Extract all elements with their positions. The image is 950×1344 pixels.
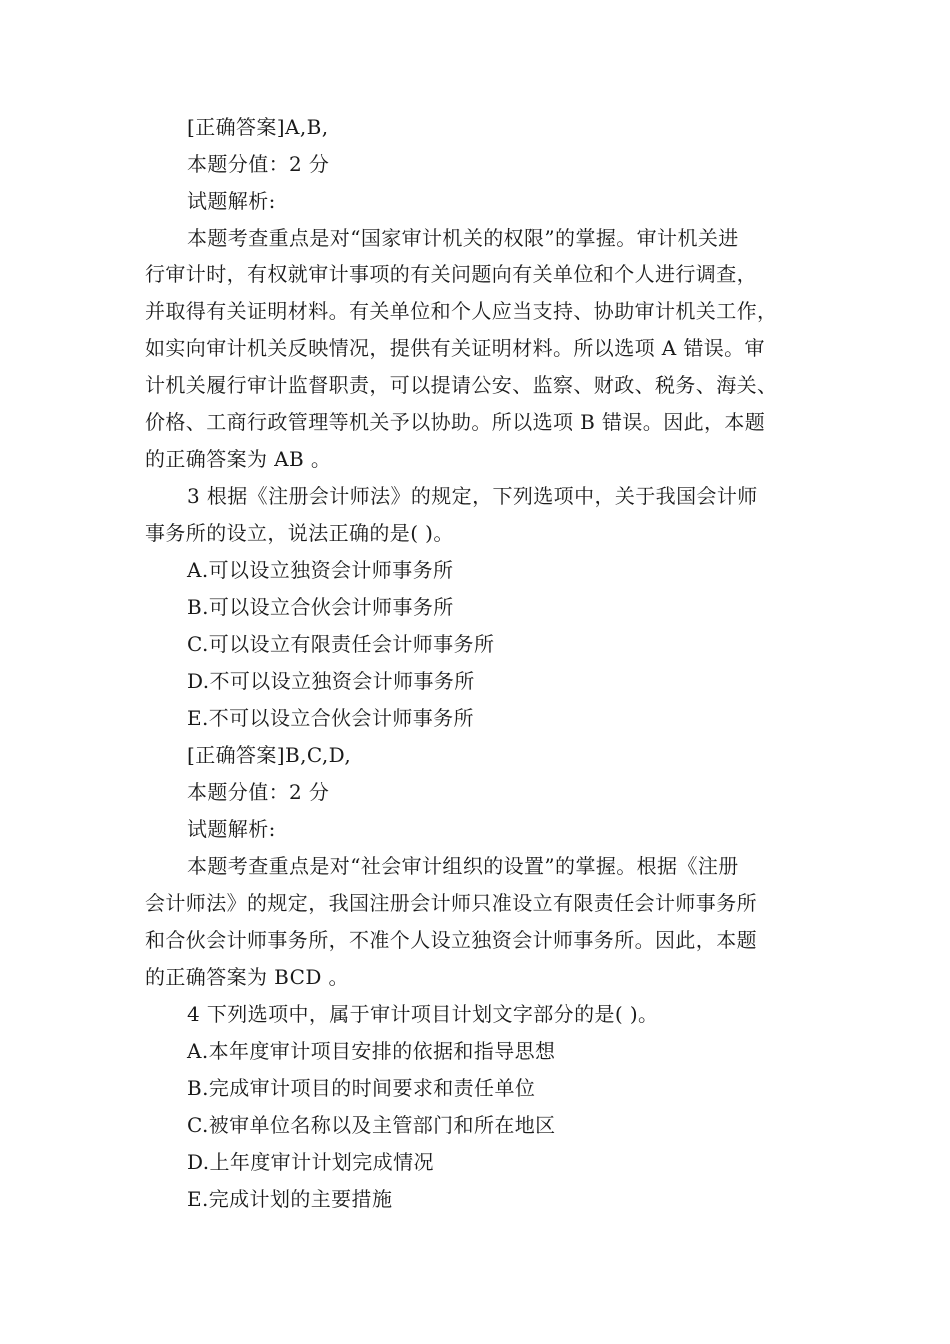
question-4-stem: 4 下列选项中，属于审计项目计划文字部分的是( )。 [187,1002,659,1026]
score-line-q2: 本题分值：2 分 [187,152,330,176]
question-4-option-e: E.完成计划的主要措施 [187,1187,393,1211]
analysis-text-q3: 会计师法》的规定，我国注册会计师只准设立有限责任会计师事务所 [145,891,757,915]
analysis-heading-q2: 试题解析: [187,189,276,213]
answer-line-q2: [正确答案]A,B, [187,115,329,139]
analysis-text-q2: 如实向审计机关反映情况，提供有关证明材料。所以选项 A 错误。审 [145,336,765,360]
analysis-text-q2: 行审计时，有权就审计事项的有关问题向有关单位和个人进行调查， [145,262,757,286]
question-3-option-d: D.不可以设立独资会计师事务所 [187,669,475,693]
question-3-stem: 事务所的设立，说法正确的是( )。 [145,521,454,545]
analysis-text-q3: 本题考查重点是对“社会审计组织的设置”的掌握。根据《注册 [187,854,739,878]
analysis-text-q2: 本题考查重点是对“国家审计机关的权限”的掌握。审计机关进 [187,226,739,250]
question-4-option-c: C.被审单位名称以及主管部门和所在地区 [187,1113,556,1137]
question-4-option-b: B.完成审计项目的时间要求和责任单位 [187,1076,536,1100]
question-3-option-a: A.可以设立独资会计师事务所 [187,558,454,582]
score-line-q3: 本题分值：2 分 [187,780,330,804]
analysis-text-q2: 计机关履行审计监督职责，可以提请公安、监察、财政、税务、海关、 [145,373,778,397]
analysis-text-q2: 价格、工商行政管理等机关予以协助。所以选项 B 错误。因此，本题 [145,410,766,434]
question-3-option-e: E.不可以设立合伙会计师事务所 [187,706,474,730]
question-4-option-d: D.上年度审计计划完成情况 [187,1150,434,1174]
analysis-text-q3: 和合伙会计师事务所，不准个人设立独资会计师事务所。因此，本题 [145,928,757,952]
question-3-option-c: C.可以设立有限责任会计师事务所 [187,632,495,656]
analysis-heading-q3: 试题解析: [187,817,276,841]
analysis-text-q2: 的正确答案为 AB 。 [145,447,332,471]
question-4-option-a: A.本年度审计项目安排的依据和指导思想 [187,1039,556,1063]
answer-line-q3: [正确答案]B,C,D, [187,743,352,767]
analysis-text-q2: 并取得有关证明材料。有关单位和个人应当支持、协助审计机关工作， [145,299,778,323]
question-3-stem: 3 根据《注册会计师法》的规定，下列选项中，关于我国会计师 [187,484,758,508]
analysis-text-q3: 的正确答案为 BCD 。 [145,965,349,989]
question-3-option-b: B.可以设立合伙会计师事务所 [187,595,454,619]
